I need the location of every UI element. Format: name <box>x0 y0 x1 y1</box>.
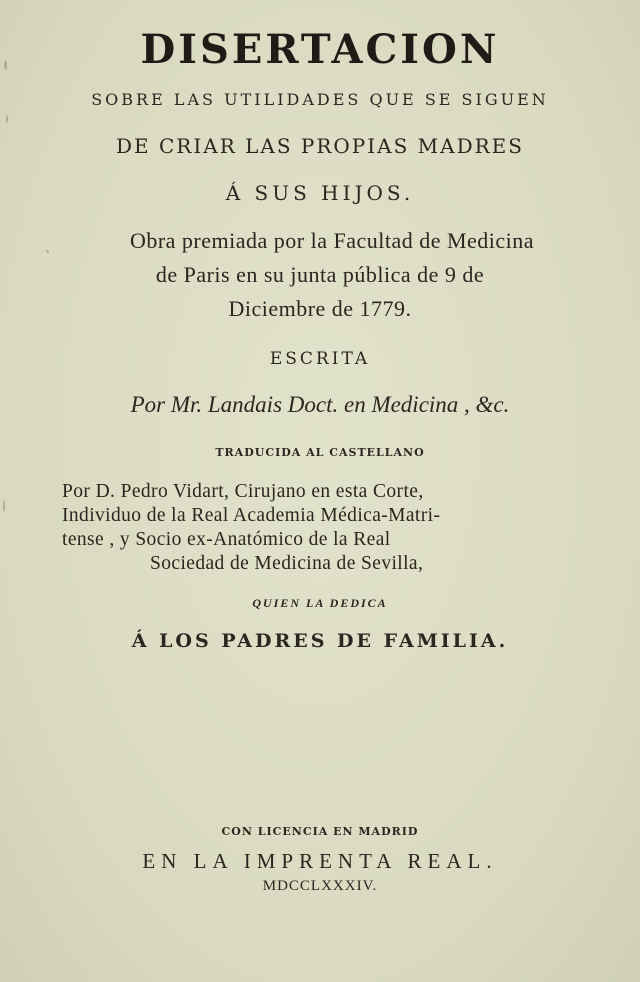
author-line: Por Mr. Landais Doct. en Medicina , &c. <box>130 392 510 417</box>
award-line-1: Obra premiada por la Facultad de Medicina <box>129 228 535 253</box>
translator-block <box>62 480 538 576</box>
subtitle-line-3: Á SUS HIJOS. <box>225 181 415 205</box>
license-line: CON LICENCIA EN MADRID <box>221 825 419 838</box>
paper-speck <box>46 250 49 253</box>
translator-line-1: Por D. Pedro Vidart, Cirujano en esta Corte, <box>62 481 424 502</box>
paper-speck <box>4 60 7 70</box>
written-label: ESCRITA <box>269 349 371 369</box>
translator-line-2: Individuo de la Real Academia Médica-Matri- <box>62 505 441 526</box>
translator-line-3: tense , y Socio ex-Anatómico de la Real <box>62 529 391 550</box>
award-line-2: de Paris en su junta pública de 9 de <box>155 262 485 287</box>
year-line: MDCCLXXXIV. <box>262 878 378 894</box>
printer-line: EN LA IMPRENTA REAL. <box>142 849 498 873</box>
subtitle-line-2: DE CRIAR LAS PROPIAS MADRES <box>116 134 524 158</box>
award-line-3: Diciembre de 1779. <box>228 296 412 321</box>
paper-speck <box>6 115 8 123</box>
translator-line-4: Sociedad de Medicina de Sevilla, <box>150 553 424 574</box>
dedication-label: QUIEN LA DEDICA <box>252 596 388 610</box>
paper-speck <box>3 500 5 512</box>
book-title: DISERTACION <box>140 26 500 73</box>
subtitle-line-1: SOBRE LAS UTILIDADES QUE SE SIGUEN <box>91 90 549 109</box>
dedication-target: Á LOS PADRES DE FAMILIA. <box>131 630 509 652</box>
translated-label: TRADUCIDA AL CASTELLANO <box>215 446 425 459</box>
